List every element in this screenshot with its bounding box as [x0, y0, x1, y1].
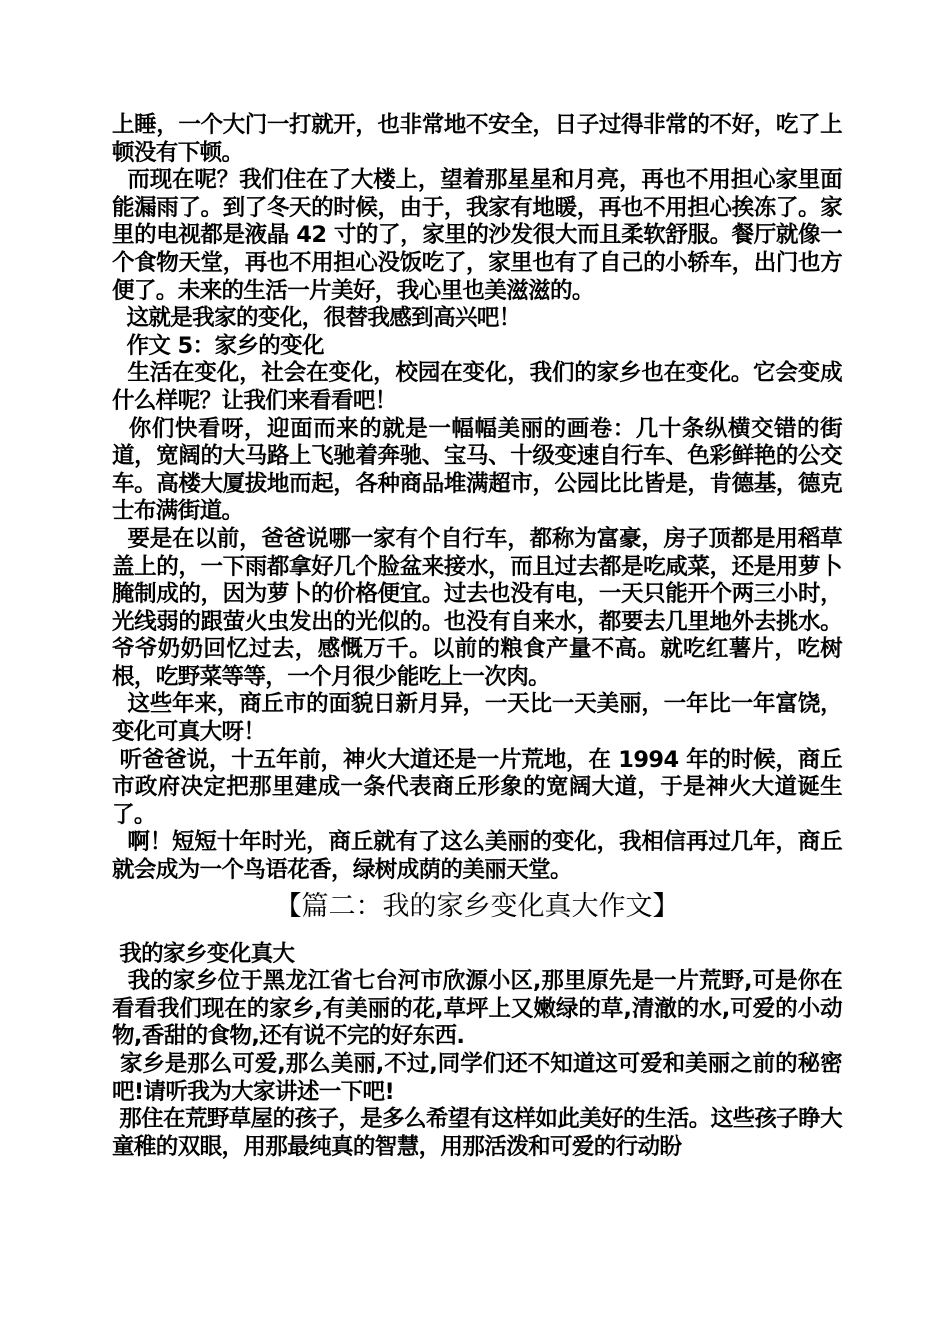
paragraph: 我的家乡位于黑龙江省七台河市欣源小区,那里原先是一片荒野,可是你在看看我们现在的家乡,有美丽的花,草坪上又嫩绿的草,清澈的水,可爱的小动物,香甜的食物,还有说不完的好东西.: [112, 968, 842, 1050]
paragraph: 要是在以前，爸爸说哪一家有个自行车，都称为富豪，房子顶都是用稻草盖上的，一下雨都拿好几个脸盆来接水，而且过去都是吃咸菜，还是用萝卜腌制成的，因为萝卜的价格便宜。过去也没有电，一天只能开个两三小时，光线弱的跟萤火虫发出的光似的。也没有自来水，都要去几里地外去挑水。爷爷奶奶回忆过去，感慨万千。以前的粮食产量不高。就吃红薯片，吃树根，吃野菜等等，一个月很少能吃上一次肉。: [112, 525, 842, 690]
paragraph: 而现在呢？我们住在了大楼上，望着那星星和月亮，再也不用担心家里面能漏雨了。到了冬天的时候，由于，我家有地暖，再也不用担心挨冻了。家里的电视都是液晶 42 寸的了，家里的沙发很大而且柔软舒服。餐厅就像一个食物天堂，再也不用担心没饭吃了，家里也有了自己的小轿车，出门也方便了。未来的生活一片美好，我心里也美滋滋的。: [112, 167, 842, 304]
paragraph: 那住在荒野草屋的孩子，是多么希望有这样如此美好的生活。这些孩子睁大童稚的双眼，用那最纯真的智慧，用那活泼和可爱的行动盼: [112, 1106, 843, 1160]
paragraph: 上睡，一个大门一打就开，也非常地不安全，日子过得非常的不好，吃了上顿没有下顿。: [112, 112, 842, 166]
paragraph: 你们快看呀，迎面而来的就是一幅幅美丽的画卷：几十条纵横交错的街道，宽阔的大马路上飞驰着奔驰、宝马、十级变速自行车、色彩鲜艳的公交车。高楼大厦拔地而起，各种商品堆满超市，公园比比皆是，肯德基，德克士布满街道。: [112, 415, 843, 525]
paragraph: 听爸爸说，十五年前，神火大道还是一片荒地，在 1994 年的时候，商丘市政府决定把那里建成一条代表商丘形象的宽阔大道，于是神火大道诞生了。: [112, 746, 842, 828]
paragraph: 生活在变化，社会在变化，校园在变化，我们的家乡也在变化。它会变成什么样呢？让我们来看看吧！: [112, 360, 842, 414]
essay-title: 我的家乡变化真大: [112, 940, 295, 967]
paragraph: 这就是我家的变化，很替我感到高兴吧！: [112, 305, 521, 332]
section-gap: [112, 927, 842, 941]
section-heading: 【篇二：我的家乡变化真大作文】: [274, 890, 680, 922]
essay-title: 作文 5：家乡的变化: [112, 332, 324, 359]
paragraph: 家乡是那么可爱,那么美丽,不过,同学们还不知道这可爱和美丽之前的秘密吧!请听我为大家讲述一下吧!: [112, 1051, 842, 1105]
document-page: [112, 112, 842, 1161]
paragraph: 这些年来，商丘市的面貌日新月异，一天比一天美丽，一年比一年富饶，变化可真大呀！: [112, 691, 842, 746]
paragraph: 啊！短短十年时光，商丘就有了这么美丽的变化，我相信再过几年，商丘就会成为一个鸟语花香，绿树成荫的美丽天堂。: [112, 829, 842, 884]
